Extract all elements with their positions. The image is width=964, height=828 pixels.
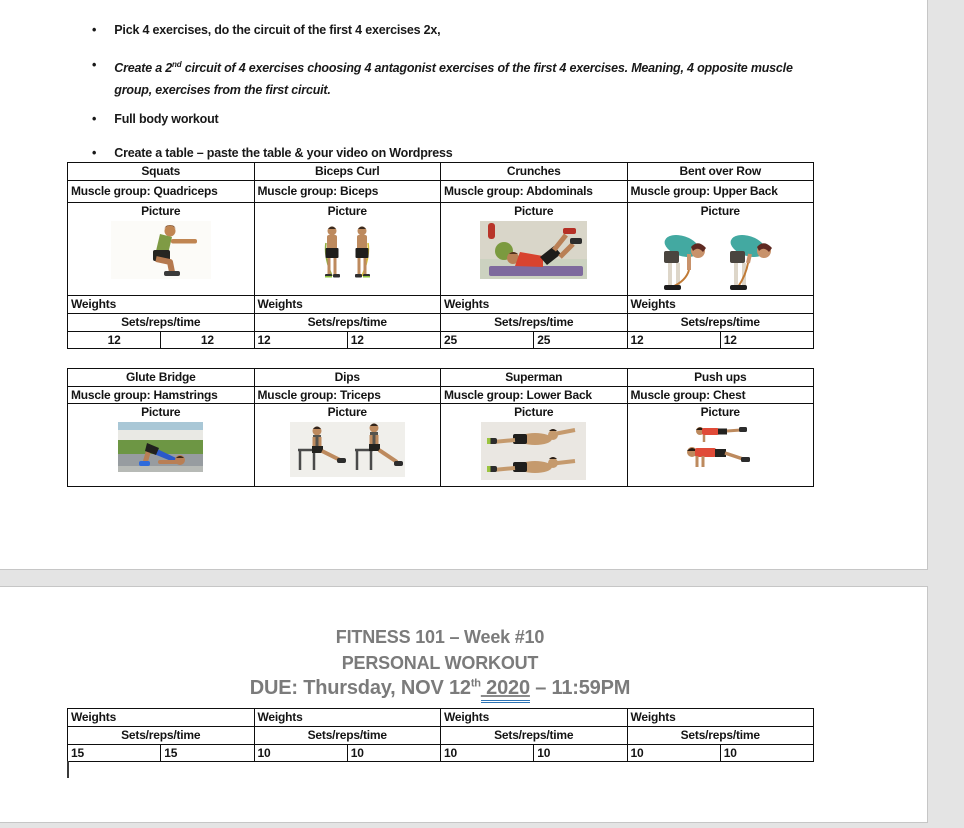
superman-picture (441, 422, 627, 480)
course-title: FITNESS 101 – Week #10 (335, 627, 545, 647)
reps-value-cell: 12 (254, 332, 347, 349)
bullet-text-part: Create a 2 (114, 61, 173, 76)
exercise-name-cell: Glute Bridge (68, 369, 255, 387)
sets-label-cell: Sets/reps/time (441, 727, 628, 745)
bullet-marker: • (92, 146, 97, 160)
page-2 (0, 586, 928, 823)
exercise-name-cell: Push ups (627, 369, 814, 387)
muscle-group-cell: Muscle group: Lower Back (441, 387, 628, 404)
picture-cell (68, 404, 255, 487)
muscle-group-cell: Muscle group: Upper Back (627, 181, 814, 203)
squats-picture (68, 221, 254, 279)
text-cursor (67, 761, 69, 778)
sets-label-cell: Sets/reps/time (627, 314, 814, 332)
due-text-part: – 11:59PM (529, 677, 631, 699)
bullet-text: Full body workout (114, 112, 219, 126)
bullet-item-3 (92, 108, 219, 130)
muscle-group-cell: Muscle group: Triceps (254, 387, 441, 404)
exercise-name-cell: Bent over Row (627, 163, 814, 181)
exercise-name-cell: Dips (254, 369, 441, 387)
bullet-marker: • (92, 112, 97, 126)
picture-label: Picture (700, 204, 740, 218)
reps-value-cell: 10 (441, 745, 534, 762)
circuit2-table (67, 368, 814, 487)
bullet-text-part: circuit of 4 exercises choosing 4 antagonist exercises of the first 4 exercises. Meaning, 4 opposite muscle group, exercises from the first circuit. (114, 61, 793, 98)
exercise-name-cell: Biceps Curl (254, 163, 441, 181)
weights-label-cell: Weights (68, 296, 255, 314)
reps-value-cell: 10 (347, 745, 440, 762)
picture-cell (254, 203, 441, 296)
picture-label: Picture (141, 204, 181, 218)
push-ups-picture (628, 422, 814, 472)
reps-value-cell: 12 (68, 332, 161, 349)
bullet-marker: • (92, 23, 97, 37)
ordinal-superscript: nd (172, 60, 182, 69)
weights-label-cell: Weights (254, 709, 441, 727)
exercise-name-cell: Crunches (441, 163, 628, 181)
bullet-item-1 (92, 19, 440, 41)
muscle-group-cell: Muscle group: Quadriceps (68, 181, 255, 203)
weights-label-cell: Weights (254, 296, 441, 314)
bullet-text (114, 54, 820, 101)
weights-label-cell: Weights (441, 296, 628, 314)
weights-label-cell: Weights (441, 709, 628, 727)
dips-picture (255, 422, 441, 477)
personal-workout-table (67, 708, 814, 762)
reps-value-cell: 25 (534, 332, 627, 349)
due-text-part: DUE: Thursday, NOV 12 (249, 677, 471, 699)
weights-label-cell: Weights (627, 296, 814, 314)
bullet-text: Create a table – paste the table & your video on Wordpress (114, 146, 453, 160)
circuit1-table (67, 162, 814, 349)
due-year-underlined: 2020 (481, 677, 530, 703)
assignment-title: PERSONAL WORKOUT (341, 653, 539, 673)
reps-value-cell: 15 (161, 745, 254, 762)
reps-value-cell: 15 (68, 745, 161, 762)
sets-label-cell: Sets/reps/time (254, 727, 441, 745)
reps-value-cell: 10 (627, 745, 720, 762)
muscle-group-cell: Muscle group: Abdominals (441, 181, 628, 203)
weights-label-cell: Weights (68, 709, 255, 727)
sets-label-cell: Sets/reps/time (68, 727, 255, 745)
bent-over-row-picture (628, 221, 814, 295)
bullet-item-4 (92, 142, 453, 164)
reps-value-cell: 10 (254, 745, 347, 762)
reps-value-cell: 12 (720, 332, 813, 349)
sets-label-cell: Sets/reps/time (441, 314, 628, 332)
reps-value-cell: 25 (441, 332, 534, 349)
picture-label: Picture (141, 405, 181, 419)
picture-cell (254, 404, 441, 487)
bullet-item-2 (92, 54, 820, 101)
sets-label-cell: Sets/reps/time (68, 314, 255, 332)
bullet-marker: • (92, 58, 97, 72)
picture-label: Picture (514, 405, 554, 419)
exercise-name-cell: Squats (68, 163, 255, 181)
picture-cell (68, 203, 255, 296)
muscle-group-cell: Muscle group: Hamstrings (68, 387, 255, 404)
weights-label-cell: Weights (627, 709, 814, 727)
reps-value-cell: 12 (627, 332, 720, 349)
ordinal-superscript: th (470, 677, 481, 690)
reps-value-cell: 10 (534, 745, 627, 762)
picture-cell (441, 404, 628, 487)
due-date-line (0, 677, 880, 700)
picture-label: Picture (700, 405, 740, 419)
picture-cell (627, 203, 814, 296)
exercise-name-cell: Superman (441, 369, 628, 387)
bullet-text: Pick 4 exercises, do the circuit of the first 4 exercises 2x, (114, 23, 441, 37)
muscle-group-cell: Muscle group: Biceps (254, 181, 441, 203)
sets-label-cell: Sets/reps/time (254, 314, 441, 332)
crunches-picture (441, 221, 627, 279)
reps-value-cell: 12 (347, 332, 440, 349)
picture-label: Picture (514, 204, 554, 218)
reps-value-cell: 10 (720, 745, 813, 762)
picture-cell (441, 203, 628, 296)
sets-label-cell: Sets/reps/time (627, 727, 814, 745)
glute-bridge-picture (68, 422, 254, 472)
muscle-group-cell: Muscle group: Chest (627, 387, 814, 404)
biceps-curl-picture (255, 221, 441, 283)
picture-label: Picture (327, 204, 367, 218)
reps-value-cell: 12 (161, 332, 254, 349)
picture-cell (627, 404, 814, 487)
picture-label: Picture (327, 405, 367, 419)
